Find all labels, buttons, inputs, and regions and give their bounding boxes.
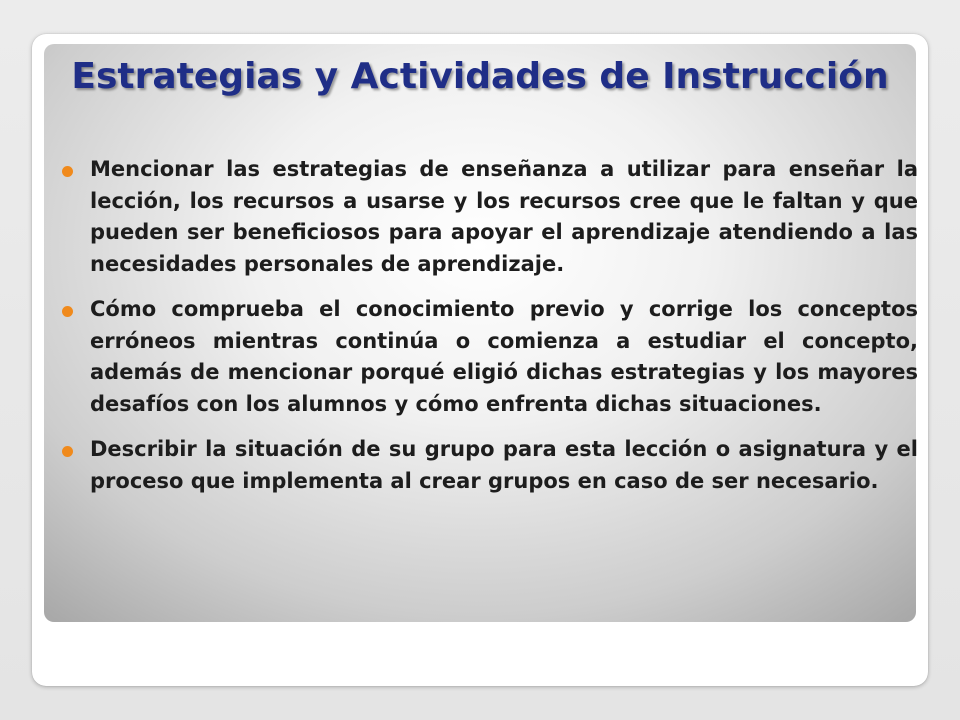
bullet-item-strategies (62, 154, 918, 280)
bullet-dot-icon (62, 446, 73, 457)
bullet-text: Mencionar las estrategias de enseñanza a utilizar para enseñar la lección, los recursos a usarse y los recursos cree que le faltan y que pueden ser beneficiosos para apoyar el aprendizaje atendiendo a las necesidades personales de aprendizaje. (90, 157, 918, 276)
slide-title: Estrategias y Actividades de Instrucción (71, 56, 889, 97)
bullet-dot-icon (62, 306, 73, 317)
bullet-dot-icon (62, 166, 73, 177)
bullet-text: Cómo comprueba el conocimiento previo y corrige los conceptos erróneos mientras continúa o comienza a estudiar el concepto, además de mencionar porqué eligió dichas estrategias y los mayores desafíos con los alumnos y cómo enfrenta dichas situaciones. (90, 297, 918, 416)
bullet-text: Describir la situación de su grupo para esta lección o asignatura y el proceso que implementa al crear grupos en caso de ser necesario. (90, 437, 918, 493)
bullet-item-group-situation (62, 434, 918, 497)
bullet-item-prior-knowledge (62, 294, 918, 420)
bullet-list (62, 154, 918, 511)
